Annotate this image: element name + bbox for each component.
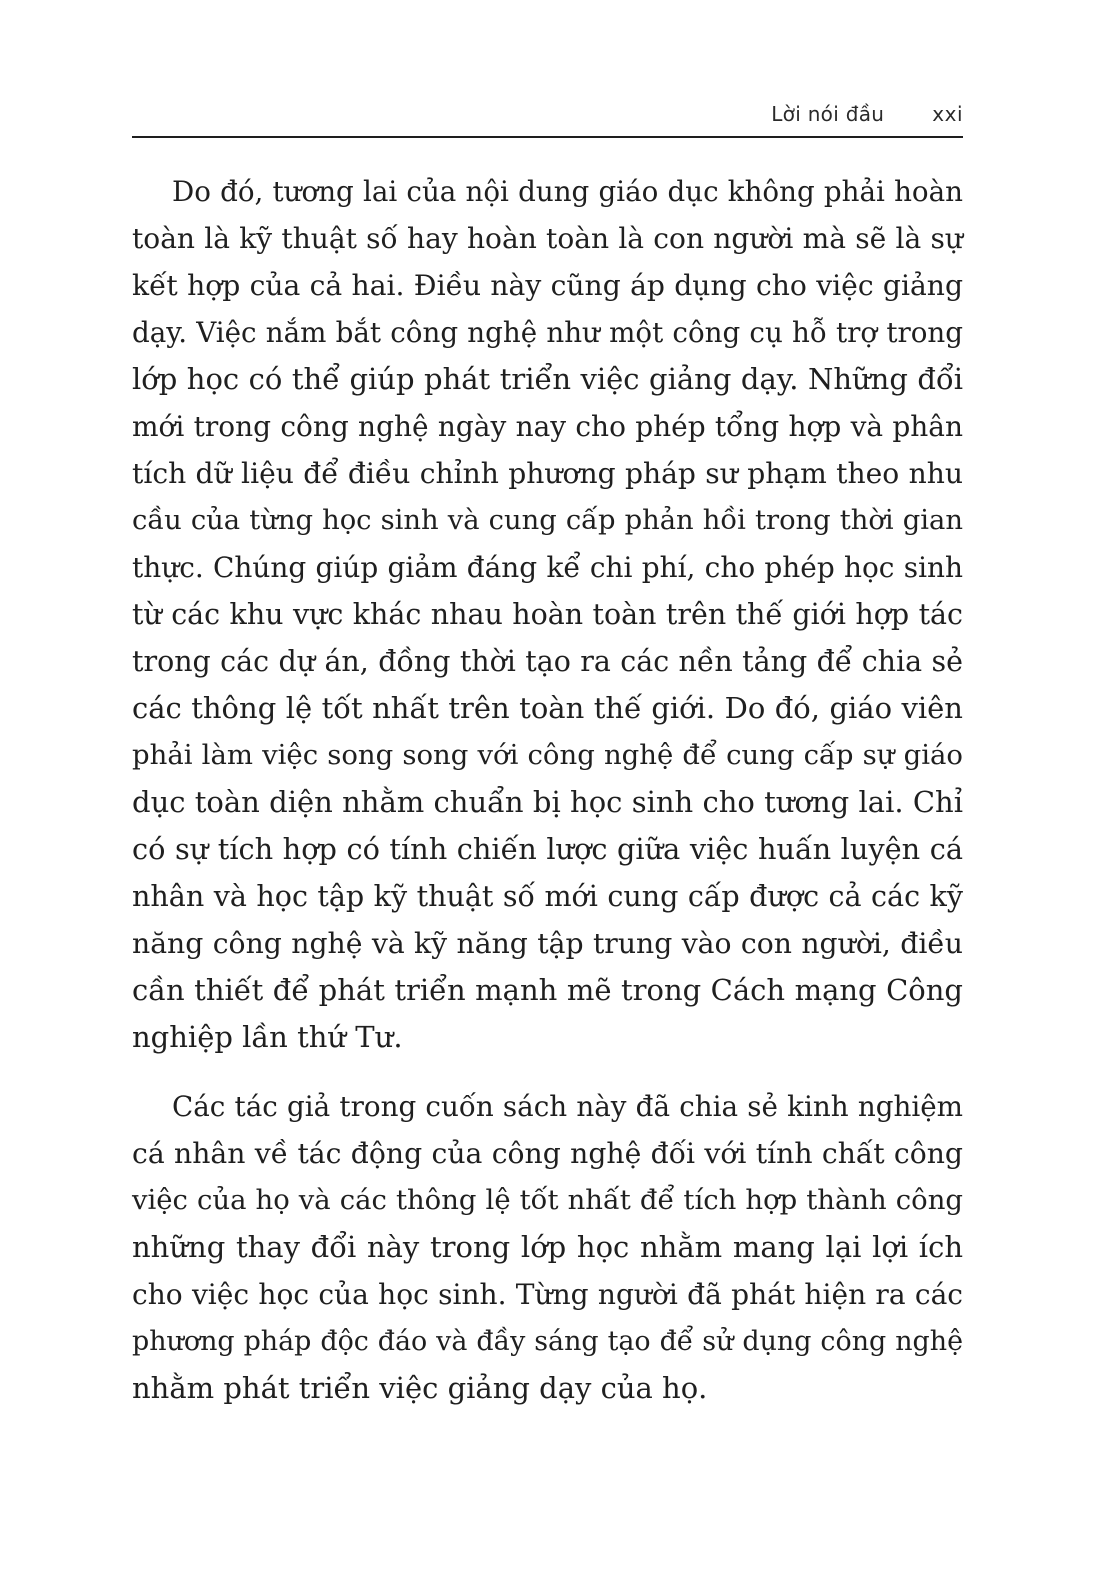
text-line: những thay đổi này trong lớp học nhằm mang lại lợi ích (132, 1230, 963, 1264)
text-line: Do đó, tương lai của nội dung giáo dục không phải hoàn (172, 175, 963, 208)
text-line: toàn là kỹ thuật số hay hoàn toàn là con người mà sẽ là sự (132, 222, 963, 255)
text-line: cần thiết để phát triển mạnh mẽ trong Cách mạng Công (132, 973, 963, 1007)
text-line: phải làm việc song song với công nghệ để cung cấp sự giáo (132, 739, 963, 771)
text-line: cầu của từng học sinh và cung cấp phản hồi trong thời gian (132, 505, 963, 536)
paragraph-2 (132, 1083, 963, 1412)
text-line: lớp học có thể giúp phát triển việc giảng dạy. Những đổi (132, 362, 963, 396)
paragraph-spacer (132, 1061, 963, 1083)
text-line: năng công nghệ và kỹ năng tập trung vào con người, điều (132, 927, 963, 960)
text-line: thực. Chúng giúp giảm đáng kể chi phí, cho phép học sinh (132, 551, 963, 584)
text-line: có sự tích hợp có tính chiến lược giữa việc huấn luyện cá (132, 832, 963, 866)
text-line: dạy. Việc nắm bắt công nghệ như một công cụ hỗ trợ trong (132, 316, 963, 349)
section-title: Lời nói đầu (771, 102, 885, 126)
text-line: mới trong công nghệ ngày nay cho phép tổng hợp và phân (132, 410, 963, 443)
text-line: phương pháp độc đáo và đầy sáng tạo để sử dụng công nghệ (132, 1326, 963, 1357)
text-line: cho việc học của học sinh. Từng người đã phát hiện ra các (132, 1278, 963, 1311)
text-line: tích dữ liệu để điều chỉnh phương pháp sư phạm theo nhu (132, 457, 963, 490)
text-line: từ các khu vực khác nhau hoàn toàn trên thế giới hợp tác (132, 598, 963, 631)
text-line: việc của họ và các thông lệ tốt nhất để tích hợp thành công (132, 1185, 963, 1216)
text-line: nhân và học tập kỹ thuật số mới cung cấp được cả các kỹ (132, 879, 963, 913)
paragraph-1 (132, 168, 963, 1061)
text-line: dục toàn diện nhằm chuẩn bị học sinh cho tương lai. Chỉ (132, 785, 963, 819)
text-line: nhằm phát triển việc giảng dạy của họ. (132, 1371, 708, 1405)
text-line: Các tác giả trong cuốn sách này đã chia sẻ kinh nghiệm (172, 1090, 963, 1123)
page-number: xxi (932, 102, 963, 126)
text-line: cá nhân về tác động của công nghệ đối với tính chất công (132, 1137, 963, 1170)
text-line: các thông lệ tốt nhất trên toàn thế giới. Do đó, giáo viên (132, 691, 963, 725)
text-line: kết hợp của cả hai. Điều này cũng áp dụng cho việc giảng (132, 269, 963, 302)
running-header (132, 92, 963, 126)
body-text (132, 168, 963, 1412)
text-line: trong các dự án, đồng thời tạo ra các nền tảng để chia sẻ (132, 645, 963, 678)
header-rule (132, 136, 963, 138)
text-line: nghiệp lần thứ Tư. (132, 1020, 403, 1054)
